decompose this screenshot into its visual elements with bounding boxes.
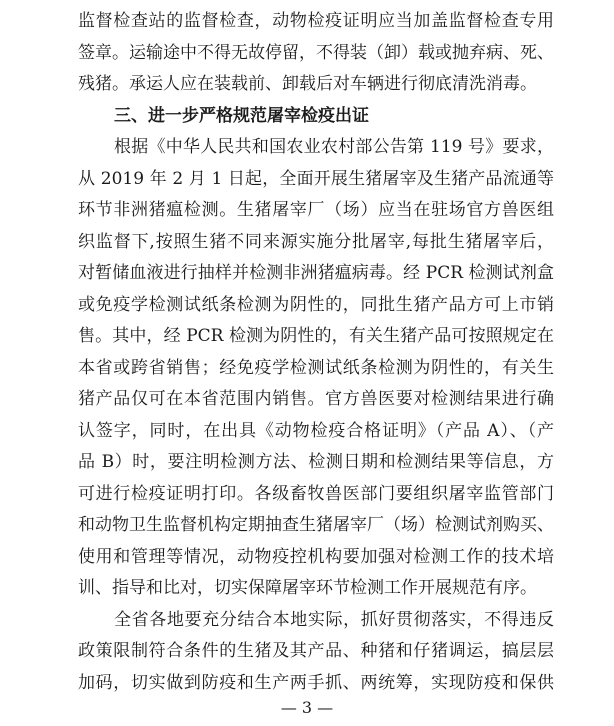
text-line: 织监督下,按照生猪不同来源实施分批屠宰,每批生猪屠宰后， bbox=[78, 231, 554, 252]
text-line: 签章。运输途中不得无故停留，不得装（卸）载或抛弃病、死、 bbox=[78, 42, 554, 63]
text-line: 残猪。承运人应在装载前、卸载后对车辆进行彻底清洗消毒。 bbox=[78, 74, 537, 94]
text-line: 和动物卫生监督机构定期抽查生猪屠宰厂（场）检测试剂购买、 bbox=[78, 515, 554, 535]
text-line: 售。其中，经 PCR 检测为阴性的，有关生猪产品可按照规定在 bbox=[78, 326, 554, 346]
text-line: 使用和管理等情况，动物疫控机构要加强对检测工作的技术培 bbox=[78, 546, 554, 567]
text-line: 可进行检疫证明打印。各级畜牧兽医部门要组织屠宰监管部门 bbox=[78, 483, 554, 504]
text-line: 猪产品仅可在本省范围内销售。官方兽医要对检测结果进行确 bbox=[78, 389, 554, 409]
body-text bbox=[78, 6, 554, 699]
text-line: 根据《中华人民共和国农业农村部公告第 119 号》要求， bbox=[114, 137, 554, 157]
page-number: — 3 — bbox=[280, 698, 334, 717]
text-line: 训、指导和比对，切实保障屠宰环节检测工作开展规范有序。 bbox=[78, 578, 537, 598]
text-line: 本省或跨省销售；经免疫学检测试纸条检测为阴性的，有关生 bbox=[78, 357, 554, 378]
text-line: 从 2019 年 2 月 1 日起，全面开展生猪屠宰及生猪产品流通等 bbox=[78, 168, 554, 189]
section-heading: 三、进一步严格规范屠宰检疫出证 bbox=[114, 105, 369, 126]
text-line: 全省各地要充分结合本地实际，抓好贯彻落实，不得违反 bbox=[114, 609, 554, 630]
text-line: 政策限制符合条件的生猪及其产品、种猪和仔猪调运，搞层层 bbox=[78, 641, 554, 661]
text-line: 品 B）时，要注明检测方法、检测日期和检测结果等信息，方 bbox=[78, 452, 554, 472]
text-line: 监督检查站的监督检查，动物检疫证明应当加盖监督检查专用 bbox=[78, 11, 554, 31]
text-line: 认签字，同时，在出具《动物检疫合格证明》（产品 A）、（产 bbox=[78, 420, 554, 441]
text-line: 加码，切实做到防疫和生产两手抓、两统筹，实现防疫和保供 bbox=[78, 672, 554, 693]
text-line: 或免疫学检测试纸条检测为阴性的，同批生猪产品方可上市销 bbox=[78, 294, 554, 315]
text-line: 对暂储血液进行抽样并检测非洲猪瘟病毒。经 PCR 检测试剂盒 bbox=[78, 263, 554, 283]
text-line: 环节非洲猪瘟检测。生猪屠宰厂（场）应当在驻场官方兽医组 bbox=[78, 200, 554, 220]
